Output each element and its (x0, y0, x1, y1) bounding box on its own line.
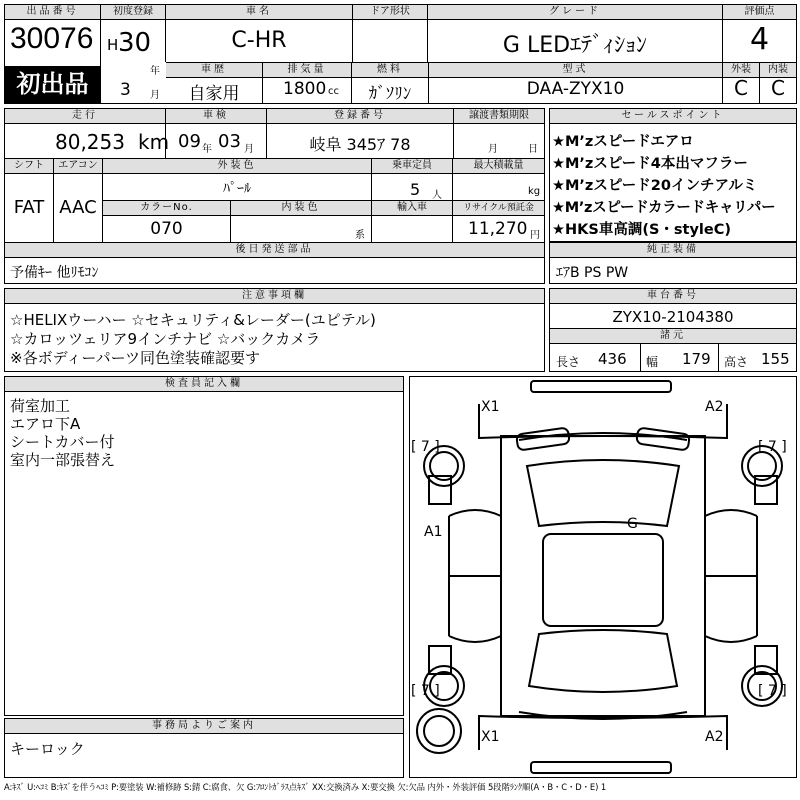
fuel-label: 燃料 (352, 63, 428, 78)
mileage-unit: km (138, 130, 170, 154)
insp-year: 09 (178, 131, 201, 152)
ac: AAC (59, 197, 97, 218)
transfer-day: 日 (528, 144, 538, 155)
history: 自家用 (188, 84, 240, 104)
mark-a2-top: A2 (705, 399, 724, 415)
chassis-label: 車台番号 (550, 289, 796, 304)
first-reg-label: 初度登録 (101, 5, 165, 20)
fuel: ｶﾞｿﾘﾝ (368, 84, 412, 104)
mark-7-bottom-left: [ 7 ] (411, 683, 440, 699)
note-line: ☆HELIXウーハー ☆セキュリティ&レーダー(ユピテル) (10, 311, 376, 329)
displacement-label: 排気量 (263, 63, 351, 78)
mark-x1-bottom: X1 (481, 729, 500, 745)
model: DAA-ZYX10 (526, 79, 625, 99)
chassis-number: ZYX10-2104380 (612, 308, 734, 326)
inspector-label: 検査員記入欄 (5, 377, 403, 392)
displacement-unit: cc (328, 86, 339, 97)
height-label: 高さ (724, 355, 749, 369)
mark-7-top-left: [ 7 ] (411, 439, 440, 455)
era: H (107, 36, 119, 54)
car-name-label: 車名 (166, 5, 352, 20)
legend: A:ｷｽﾞ U:ﾍｺﾐ B:ｷｽﾞを伴うﾍｺﾐ P:要塗装 W:補修跡 S:錆 C:腐食、欠 G:ﾌﾛﾝﾄｶﾞﾗｽ点ｷｽﾞ XX:交換済み X:要交換 欠:欠品 内外・外装評価 5段階ﾗﾝｸ順(A・B・C・D・E) 1 (4, 782, 607, 792)
int-grade: C (771, 76, 785, 100)
office-label: 事務局よりご案内 (5, 719, 403, 734)
recycle-label: リサイクル預託金 (453, 201, 544, 216)
note-line: ☆カロッツェリア9インチナビ ☆バックカメラ (10, 330, 321, 348)
recycle: 11,270 (468, 219, 528, 239)
car-diagram (409, 376, 797, 778)
length: 436 (598, 350, 627, 368)
reg-year: 30 (118, 28, 152, 58)
sales-point: ★M’zスピードカラードキャリパー (552, 200, 776, 216)
month-unit: 月 (150, 90, 160, 101)
insp-year-unit: 年 (202, 144, 212, 155)
inspector-line: シートカバー付 (10, 433, 115, 451)
length-label: 長さ (556, 355, 581, 369)
later-parts-label: 後日発送部品 (5, 243, 544, 258)
shift: FAT (13, 197, 45, 218)
width: 179 (682, 350, 711, 368)
int-label: 内装 (760, 63, 796, 78)
inspector-line: 室内一部張替え (10, 451, 116, 469)
displacement: 1800 (283, 79, 327, 99)
grade: G LEDｴﾃﾞｨｼｮﾝ (502, 33, 648, 58)
mark-a1-left: A1 (424, 524, 443, 540)
import-label: 輸入車 (372, 201, 452, 216)
mark-x1-top: X1 (481, 399, 500, 415)
color-label: 外装色 (103, 159, 371, 174)
ext-grade: C (734, 76, 748, 100)
width-label: 幅 (646, 355, 659, 369)
office-text: キーロック (10, 740, 85, 758)
car-name: C-HR (231, 28, 287, 53)
notes-label: 注意事項欄 (5, 289, 544, 304)
inspection-label: 車検 (166, 109, 266, 124)
mark-g-center: G (627, 516, 638, 532)
ext-label: 外装 (723, 63, 759, 78)
later-parts: 予備ｷｰ 他ﾘﾓｺﾝ (10, 265, 99, 281)
equipment-label: 純正装備 (550, 243, 796, 258)
mark-7-bottom-right: [ 7 ] (758, 683, 787, 699)
inspector-line: 荷室加工 (10, 397, 71, 415)
transfer-month: 月 (488, 144, 498, 155)
note-line: ※各ボディーパーツ同色塗装確認要す (10, 349, 261, 367)
sales-point: ★HKS車高調(S・styleC) (552, 222, 731, 238)
reg-month: 3 (120, 80, 131, 100)
capacity-label: 乗車定員 (372, 159, 452, 174)
insp-month: 03 (218, 131, 241, 152)
first-listing-badge: 初出品 (5, 66, 100, 103)
sales-point: ★M’zスピード20インチアルミ (552, 178, 758, 194)
insp-month-unit: 月 (244, 144, 254, 155)
load-unit: kg (528, 186, 541, 197)
capacity-unit: 人 (432, 190, 442, 201)
year-unit: 年 (150, 66, 160, 77)
score-label: 評価点 (723, 5, 796, 20)
exterior-color: ﾊﾟｰﾙ (223, 181, 251, 197)
shift-label: シフト (5, 159, 53, 174)
equipment-items: ｴｱB PS PW (556, 265, 629, 281)
recycle-unit: 円 (530, 230, 540, 241)
color-no: 070 (150, 219, 183, 239)
lot-label: 出品番号 (5, 5, 100, 20)
height: 155 (761, 350, 790, 368)
dims-label: 諸元 (550, 329, 796, 344)
door-label: ドア形状 (353, 5, 427, 20)
model-label: 型式 (429, 63, 722, 78)
interior-label: 内装色 (231, 201, 371, 216)
interior-unit: 系 (355, 230, 365, 241)
lot-number: 30076 (10, 22, 94, 55)
capacity: 5 (410, 180, 421, 199)
history-label: 車歴 (166, 63, 262, 78)
grade-label: グレード (428, 5, 722, 20)
load-label: 最大積載量 (453, 159, 544, 174)
sales-label: セールスポイント (550, 109, 796, 124)
mark-a2-bottom: A2 (705, 729, 724, 745)
mark-7-top-right: [ 7 ] (758, 439, 787, 455)
sales-point: ★M’zスピード4本出マフラー (552, 156, 748, 172)
mileage: 80,253 (55, 130, 125, 154)
sales-point: ★M’zスピードエアロ (552, 134, 694, 150)
color-no-label: カラーNo. (103, 201, 230, 216)
ac-label: エアコン (54, 159, 102, 174)
transfer-label: 譲渡書類期限 (454, 109, 544, 124)
mileage-label: 走行 (5, 109, 165, 124)
reg-number: 岐阜 345ｱ 78 (309, 135, 411, 154)
score: 4 (749, 22, 770, 57)
reg-number-label: 登録番号 (267, 109, 453, 124)
inspector-line: エアロ下A (10, 415, 81, 433)
